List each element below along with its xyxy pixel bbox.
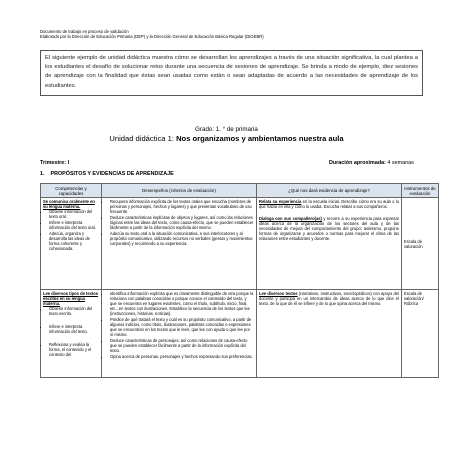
capacidades-list [43,306,99,357]
desempenos-list [104,199,254,246]
purposes-table [40,183,439,378]
evidencia-label: Dialoga con sus compañero(as) [259,216,322,221]
table-header-row [41,184,439,198]
list-item: • Identifica información explícita que es claramente distinguible de otra porque la relaciona con palabras conocidas o porque conoce el contenido del texto, y que se encuentra en lugares evidentes, como el título, subtítulo, inicio, final, etc., en textos con ilustraciones. Establece la secuencia de los textos que lee (instrucciones, historias, noticias). [110,291,254,316]
competencia-title: Se comunica oralmente en su lengua materna. [43,199,95,209]
capacidades-list [43,209,99,251]
evidencia-item [259,291,399,306]
instrumento-text: Escala de valoración [404,238,423,249]
intro-text: El siguiente ejemplo de unidad didáctica muestra cómo se desarrollan los aprendizajes a través de una situación significativa, la cual plantea a los estudiantes el desafío de solucionar retos durante una secuencia de sesiones de aprendizaje. Se brinda a modo de ejemplo, diez sesiones de aprendizaje con la finalidad que éstas sean usadas como están o sean adaptadas de acuerdo a las necesidades de aprendizaje de los estudiantes. [45,55,418,89]
competencia-title: Lee diversos tipos de textos escritos en su lengua materna. [43,291,99,306]
header-line-2: Elaborado por la Dirección de Educación Primaria (DEP) y la Dirección General de Educación Básica Regular (DIGEBR) [40,34,264,39]
evidencia-item [259,199,399,209]
intro-box [40,50,423,96]
evidencia-text: y recurre a su experiencia para expresar ideas acerca de la organización de los sectores del aula y de las necesidades de mejora del comportamiento del grupo; asimismo, propone formas de organizarse y acuerdos o normas para mejorar el clima de las relaciones entre estudiantes y docente. [259,216,399,241]
evidencia-cell [257,198,402,290]
evidencia-label: Lee diversos textos [259,291,298,296]
trimestre [40,160,69,166]
section-title: 1. PROPÓSITOS Y EVIDENCIAS DE APRENDIZAJE [40,171,174,177]
instrumento-text: Escala de valoración/ Rúbrica [404,291,424,306]
list-item: • Deduce características de personajes, así como relaciones de causa-efecto que se pueden establecer fácilmente a partir de la información explícita del texto. [110,338,254,353]
list-item: • Predice de qué tratará el texto y cuál es su propósito comunicativo, a partir de algunos indicios, como título, ilustraciones, palabras conocidas o expresiones que se encuentran en los textos que le leen, que lee con ayuda o que lee por sí mismo. [110,317,254,337]
col-header: Competencias y capacidades [41,184,102,198]
unit-prefix: Unidad didáctica 1: [109,134,174,143]
list-item: • Reflexiona y evalúa la forma, el contenido y el contexto del [49,342,99,357]
list-item: • Adecúa su texto oral a la situación comunicativa, a sus interlocutores y al propósito comunicativo, utilizando recursos no verbales (gestos y movimientos corporales) y recurriendo a su experiencia. [110,231,254,246]
col-header: ¿Qué nos dará evidencia de aprendizaje? [257,184,402,198]
col-header: Instrumentos de evaluación [402,184,439,198]
instrumento-cell [402,198,439,290]
duracion-label: Duración aproximada: [329,160,386,166]
duracion [329,160,414,166]
evidencia-text: (narrativos, instructivos, enciclopédicos) con apoyo del docente y participa en un intercambio de ideas acerca de lo que dice el texto, de lo que de él se infiere y de lo que opina acerca del mismo. [259,291,399,306]
evidencia-label: Relata su experiencia [259,199,302,204]
table-row [41,290,439,378]
evidencia-text: en la escuela inicial. Describe cómo era su aula o lo que había en ella y cómo lo usaba. Escucha relatar a sus compañeros. [259,199,399,209]
list-item: • Obtiene información del texto escrito. [49,306,99,316]
desempenos-cell [102,198,257,290]
competencia-cell [41,198,102,290]
competencia-cell [41,290,102,378]
header-line-1: Documento de trabajo en proceso de validación [40,29,129,34]
table-row [41,198,439,290]
duracion-value: 4 semanas [387,160,414,166]
list-item: • Opina acerca de personas, personajes y hechos expresando sus preferencias. [110,354,254,359]
list-item: • Adecúa, organiza y desarrolla las ideas de forma coherente y cohesionada. [49,231,99,251]
col-header: Desempeños (criterios de evaluación) [102,184,257,198]
desempenos-cell [102,290,257,378]
list-item: • Obtiene información del texto oral. [49,209,99,219]
evidencia-item [259,216,399,241]
unit-title [0,134,453,143]
instrumento-cell [402,290,439,378]
list-item: • Infiere e interpreta información del texto. [49,324,99,334]
list-item: • Infiere e interpreta información del texto oral. [49,220,99,230]
desempenos-list [104,291,254,359]
list-item: • Deduce características implícitas de objetos y lugares, así como las relaciones lógicas entre las ideas del texto, como causa-efecto, que se pueden establecer fácilmente a partir de la información explícita del mismo. [110,215,254,230]
list-item: • Recupera información explícita de los textos orales que escucha (nombres de personas y personajes, hechos y lugares) y que presentan vocabulario de uso frecuente. [110,199,254,214]
unit-name: Nos organizamos y ambientamos nuestra aula [176,134,344,143]
trimestre-label: Trimestre: I [40,160,70,166]
evidencia-cell [257,290,402,378]
grade-title: Grado: 1. ° de primaria [195,126,258,133]
